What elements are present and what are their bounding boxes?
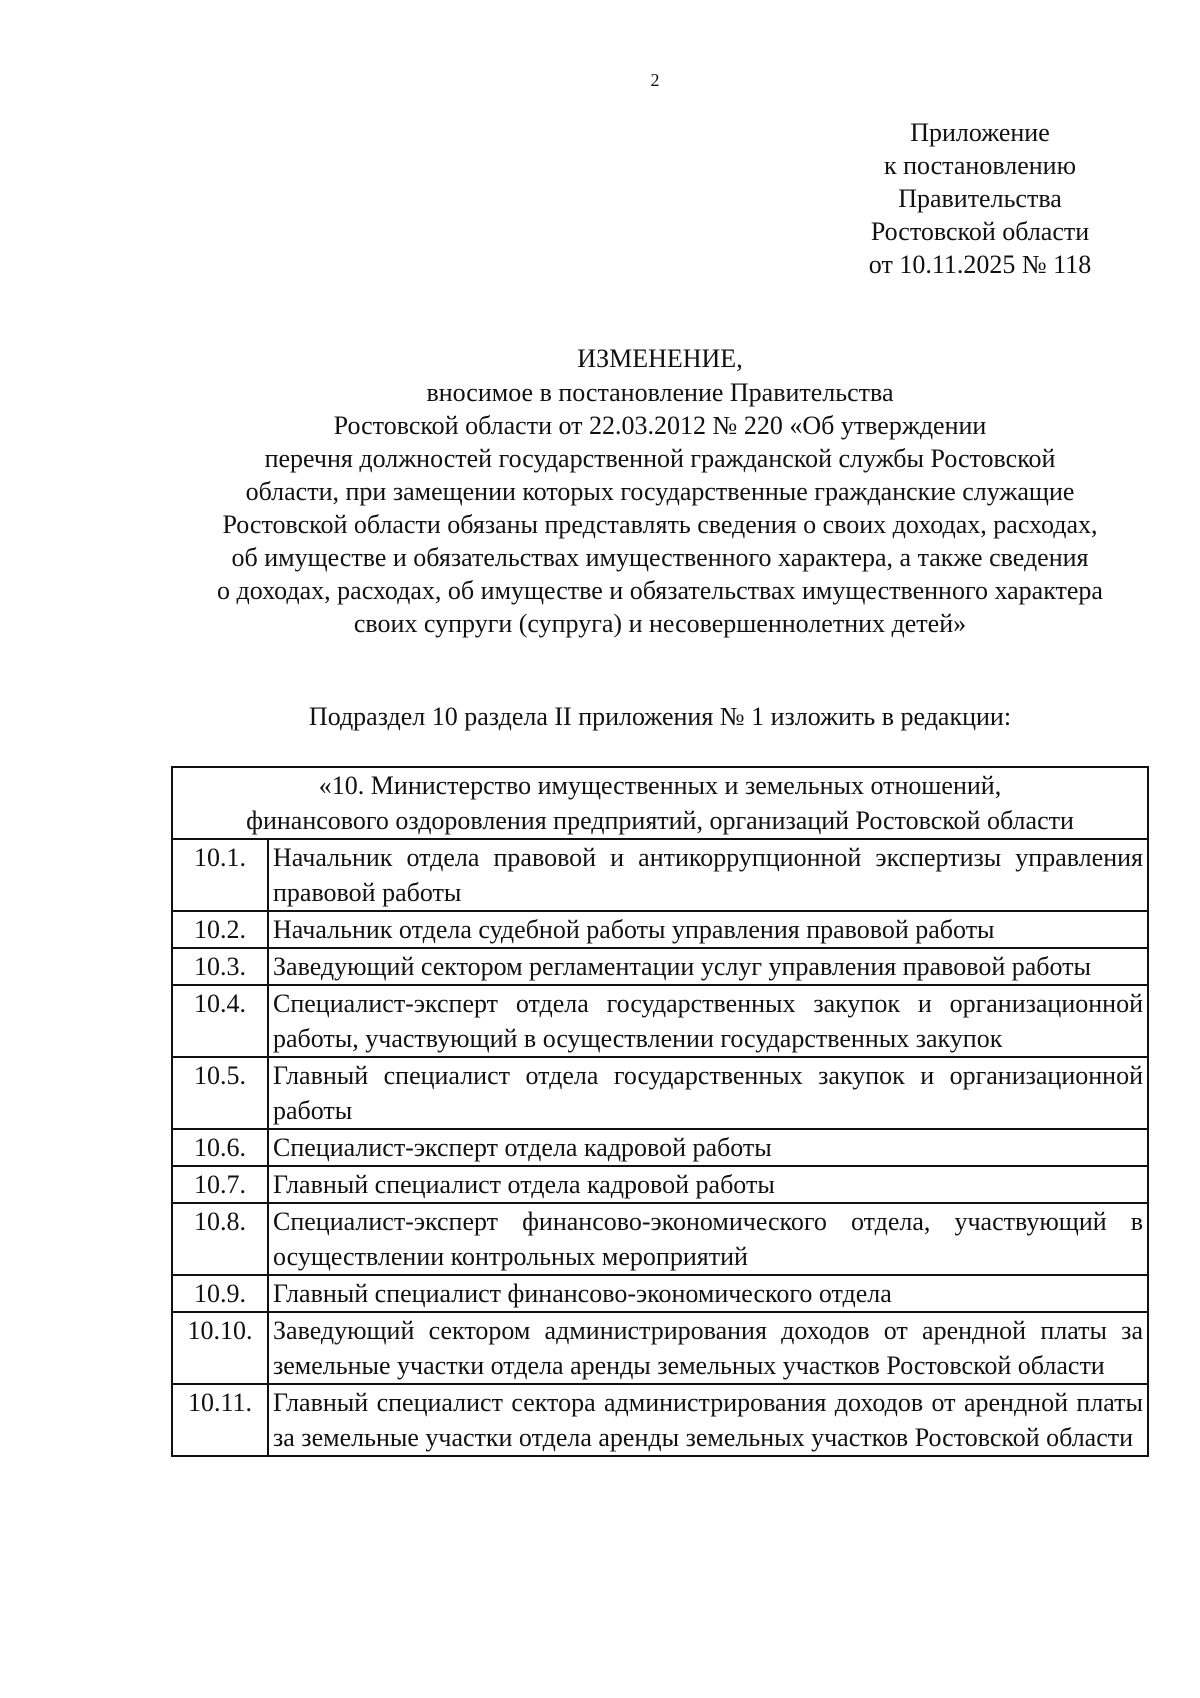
row-number: 10.6. xyxy=(172,1129,268,1166)
row-number: 10.2. xyxy=(172,911,268,948)
subtitle-line: об имуществе и обязательствах имущественного характера, а также сведения xyxy=(231,543,1089,572)
document-title: ИЗМЕНЕНИЕ, xyxy=(577,344,743,373)
table-row xyxy=(172,1275,1148,1312)
page-number: 2 xyxy=(650,70,660,90)
table-row xyxy=(172,1129,1148,1166)
row-number: 10.9. xyxy=(172,1275,268,1312)
table-row xyxy=(172,1057,1148,1129)
row-number: 10.7. xyxy=(172,1166,268,1203)
subtitle-line: Ростовской области обязаны представлять сведения о своих доходах, расходах, xyxy=(222,510,1098,539)
document-heading xyxy=(160,342,1160,640)
row-number: 10.4. xyxy=(172,985,268,1057)
approval-block xyxy=(830,116,1130,281)
table-row xyxy=(172,911,1148,948)
approval-line: от 10.11.2025 № 118 xyxy=(868,250,1092,279)
row-position: Начальник отдела судебной работы управления правовой работы xyxy=(268,911,1148,948)
table-row xyxy=(172,985,1148,1057)
row-number: 10.5. xyxy=(172,1057,268,1129)
table-row xyxy=(172,948,1148,985)
table-row xyxy=(172,1312,1148,1384)
table-header-cell xyxy=(172,767,1148,839)
row-position: Заведующий сектором регламентации услуг управления правовой работы xyxy=(268,948,1148,985)
table-header-row xyxy=(172,767,1148,839)
subtitle-line: вносимое в постановление Правительства xyxy=(426,378,894,407)
row-position: Специалист-эксперт отдела кадровой работы xyxy=(268,1129,1148,1166)
table-row xyxy=(172,1166,1148,1203)
row-number: 10.3. xyxy=(172,948,268,985)
row-position: Главный специалист сектора администрирования доходов от арендной платы за земельные участки отдела аренды земельных участков Ростовской области xyxy=(268,1384,1148,1456)
row-position: Главный специалист отдела кадровой работы xyxy=(268,1166,1148,1203)
approval-line: Ростовской области xyxy=(870,217,1090,246)
document-subtitle xyxy=(160,376,1160,640)
table-row xyxy=(172,1203,1148,1275)
approval-line: к постановлению xyxy=(883,151,1077,180)
row-position: Специалист-эксперт финансово-экономического отдела, участвующий в осуществлении контрольных мероприятий xyxy=(268,1203,1148,1275)
table-header-line: финансового оздоровления предприятий, организаций Ростовской области xyxy=(246,806,1074,835)
amendment-instruction: Подраздел 10 раздела II приложения № 1 изложить в редакции: xyxy=(308,702,1012,731)
row-position: Главный специалист финансово-экономического отдела xyxy=(268,1275,1148,1312)
row-number: 10.1. xyxy=(172,839,268,911)
subtitle-line: Ростовской области от 22.03.2012 № 220 «Об утверждении xyxy=(333,411,987,440)
row-position: Начальник отдела правовой и антикоррупционной экспертизы управления правовой работы xyxy=(268,839,1148,911)
row-number: 10.8. xyxy=(172,1203,268,1275)
subtitle-line: перечня должностей государственной гражданской службы Ростовской xyxy=(264,444,1056,473)
table-header-line: «10. Министерство имущественных и земельных отношений, xyxy=(318,771,1002,800)
row-position: Заведующий сектором администрирования доходов от арендной платы за земельные участки отдела аренды земельных участков Ростовской области xyxy=(268,1312,1148,1384)
row-position: Специалист-эксперт отдела государственных закупок и организационной работы, участвующий в осуществлении государственных закупок xyxy=(268,985,1148,1057)
positions-table xyxy=(171,766,1149,1457)
table-row xyxy=(172,839,1148,911)
subtitle-line: о доходах, расходах, об имуществе и обязательствах имущественного характера xyxy=(217,576,1103,605)
row-number: 10.10. xyxy=(172,1312,268,1384)
approval-line: Приложение xyxy=(910,118,1050,147)
approval-line: Правительства xyxy=(898,184,1062,213)
row-number: 10.11. xyxy=(172,1384,268,1456)
subtitle-line: области, при замещении которых государственные гражданские служащие xyxy=(245,477,1075,506)
table-row xyxy=(172,1384,1148,1456)
subtitle-line: своих супруги (супруга) и несовершеннолетних детей» xyxy=(353,609,967,638)
row-position: Главный специалист отдела государственных закупок и организационной работы xyxy=(268,1057,1148,1129)
